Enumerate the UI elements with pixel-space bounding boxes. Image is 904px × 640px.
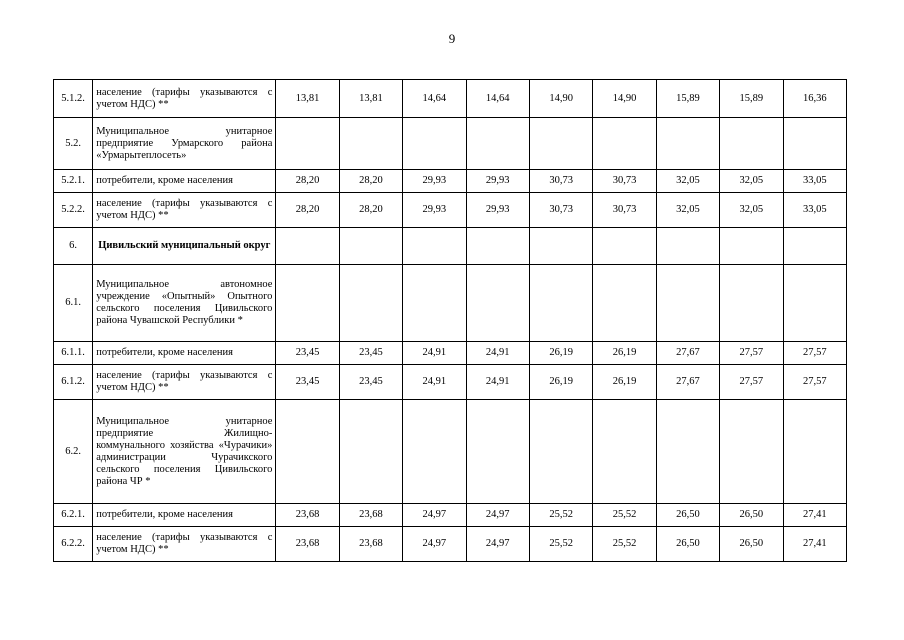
- tariff-value: 32,05: [720, 170, 783, 193]
- tariff-value: 13,81: [339, 80, 402, 118]
- tariff-value: 26,50: [656, 527, 719, 562]
- row-number: 6.2.: [54, 400, 93, 504]
- row-number: 5.2.: [54, 118, 93, 170]
- tariff-value: 25,52: [593, 504, 656, 527]
- tariff-value: [656, 118, 719, 170]
- row-name: Муниципальное унитарное предприятие Урмарского района «Урмарытеплосеть»: [93, 118, 276, 170]
- row-number: 6.2.1.: [54, 504, 93, 527]
- row-number: 5.2.2.: [54, 193, 93, 228]
- row-number: 6.1.: [54, 265, 93, 342]
- tariff-value: 29,93: [403, 170, 466, 193]
- tariff-value: 25,52: [593, 527, 656, 562]
- tariff-value: 24,97: [466, 504, 529, 527]
- tariff-value: 28,20: [276, 193, 339, 228]
- tariff-value: 27,57: [720, 365, 783, 400]
- table-row: [54, 342, 847, 365]
- tariff-value: [593, 118, 656, 170]
- table-row: [54, 228, 847, 265]
- row-name: население (тарифы указываются с учетом НДС) **: [93, 365, 276, 400]
- tariff-value: 26,19: [593, 342, 656, 365]
- tariff-value: 24,91: [466, 365, 529, 400]
- tariff-value: 16,36: [783, 80, 847, 118]
- tariff-value: 24,91: [403, 342, 466, 365]
- tariff-value: [720, 228, 783, 265]
- tariff-value: [656, 265, 719, 342]
- tariff-value: [593, 265, 656, 342]
- tariff-value: [529, 118, 592, 170]
- tariff-value: 27,67: [656, 365, 719, 400]
- table-row: [54, 504, 847, 527]
- tariff-value: 27,57: [720, 342, 783, 365]
- tariff-value: 15,89: [656, 80, 719, 118]
- tariff-value: 13,81: [276, 80, 339, 118]
- row-number: 6.2.2.: [54, 527, 93, 562]
- tariff-value: [339, 265, 402, 342]
- tariff-value: 23,68: [276, 504, 339, 527]
- tariff-value: 29,93: [466, 193, 529, 228]
- tariff-value: [720, 400, 783, 504]
- tariff-value: [466, 228, 529, 265]
- tariff-value: 26,19: [529, 342, 592, 365]
- tariff-value: [529, 265, 592, 342]
- tariff-value: [339, 400, 402, 504]
- tariff-value: 29,93: [403, 193, 466, 228]
- tariff-value: [593, 400, 656, 504]
- row-name: население (тарифы указываются с учетом НДС) **: [93, 527, 276, 562]
- tariff-value: [593, 228, 656, 265]
- row-number: 6.: [54, 228, 93, 265]
- tariff-value: [656, 400, 719, 504]
- tariff-value: [276, 400, 339, 504]
- tariff-value: 30,73: [593, 193, 656, 228]
- row-name: население (тарифы указываются с учетом НДС) **: [93, 193, 276, 228]
- tariff-value: 30,73: [593, 170, 656, 193]
- tariff-value: [783, 118, 847, 170]
- table-row: [54, 193, 847, 228]
- tariff-value: [466, 265, 529, 342]
- tariff-value: 23,68: [339, 527, 402, 562]
- tariff-value: [276, 118, 339, 170]
- tariff-value: [529, 228, 592, 265]
- tariff-value: 30,73: [529, 170, 592, 193]
- tariff-value: [339, 228, 402, 265]
- tariff-value: 28,20: [339, 170, 402, 193]
- tariff-value: 23,45: [276, 342, 339, 365]
- tariff-value: 25,52: [529, 527, 592, 562]
- tariff-value: 14,64: [466, 80, 529, 118]
- tariff-value: 28,20: [339, 193, 402, 228]
- tariff-value: 23,45: [276, 365, 339, 400]
- table-row: [54, 400, 847, 504]
- tariff-value: 32,05: [656, 193, 719, 228]
- page-number: 9: [448, 31, 456, 46]
- tariff-value: 30,73: [529, 193, 592, 228]
- tariff-value: 27,57: [783, 365, 847, 400]
- row-name: потребители, кроме населения: [93, 504, 276, 527]
- tariff-value: [720, 265, 783, 342]
- tariff-value: 24,97: [466, 527, 529, 562]
- row-number: 5.1.2.: [54, 80, 93, 118]
- tariff-value: 33,05: [783, 193, 847, 228]
- tariff-value: 24,91: [403, 365, 466, 400]
- tariff-value: [403, 265, 466, 342]
- row-name: Муниципальное автономное учреждение «Опытный» Опытного сельского поселения Цивильского района Чувашской Республики *: [93, 265, 276, 342]
- tariff-value: 32,05: [720, 193, 783, 228]
- tariff-value: 26,50: [720, 527, 783, 562]
- table-row: [54, 527, 847, 562]
- tariff-value: 27,41: [783, 504, 847, 527]
- tariff-value: [403, 400, 466, 504]
- tariff-value: [783, 400, 847, 504]
- tariff-value: 24,91: [466, 342, 529, 365]
- tariff-value: 14,64: [403, 80, 466, 118]
- tariff-value: 26,50: [720, 504, 783, 527]
- tariff-value: 24,97: [403, 504, 466, 527]
- tariff-table-body: [54, 80, 847, 562]
- tariff-value: 26,50: [656, 504, 719, 527]
- row-number: 5.2.1.: [54, 170, 93, 193]
- row-number: 6.1.2.: [54, 365, 93, 400]
- tariff-table: [53, 79, 847, 562]
- tariff-value: [720, 118, 783, 170]
- tariff-value: 26,19: [529, 365, 592, 400]
- row-name: Цивильский муниципальный округ: [93, 228, 276, 265]
- row-name: Муниципальное унитарное предприятие Жилищно-коммунального хозяйства «Чурачики» администрации Чурачикского сельского поселения Цивильского района ЧР *: [93, 400, 276, 504]
- tariff-value: 14,90: [593, 80, 656, 118]
- tariff-value: 27,57: [783, 342, 847, 365]
- tariff-value: [276, 265, 339, 342]
- tariff-value: 24,97: [403, 527, 466, 562]
- tariff-value: [403, 118, 466, 170]
- tariff-value: 14,90: [529, 80, 592, 118]
- tariff-value: [403, 228, 466, 265]
- tariff-value: [466, 118, 529, 170]
- tariff-value: 25,52: [529, 504, 592, 527]
- tariff-value: 15,89: [720, 80, 783, 118]
- tariff-value: 23,45: [339, 365, 402, 400]
- tariff-value: [656, 228, 719, 265]
- tariff-value: 32,05: [656, 170, 719, 193]
- tariff-value: 23,68: [339, 504, 402, 527]
- tariff-value: 26,19: [593, 365, 656, 400]
- tariff-value: 27,41: [783, 527, 847, 562]
- table-row: [54, 80, 847, 118]
- tariff-value: 23,45: [339, 342, 402, 365]
- table-row: [54, 118, 847, 170]
- table-row: [54, 365, 847, 400]
- table-row: [54, 170, 847, 193]
- row-name: население (тарифы указываются с учетом НДС) **: [93, 80, 276, 118]
- tariff-value: [783, 265, 847, 342]
- row-number: 6.1.1.: [54, 342, 93, 365]
- row-name: потребители, кроме населения: [93, 170, 276, 193]
- table-row: [54, 265, 847, 342]
- row-name: потребители, кроме населения: [93, 342, 276, 365]
- tariff-value: [466, 400, 529, 504]
- tariff-value: 29,93: [466, 170, 529, 193]
- tariff-value: 33,05: [783, 170, 847, 193]
- tariff-value: [783, 228, 847, 265]
- tariff-value: [339, 118, 402, 170]
- tariff-value: [529, 400, 592, 504]
- tariff-value: 23,68: [276, 527, 339, 562]
- tariff-value: 27,67: [656, 342, 719, 365]
- tariff-value: 28,20: [276, 170, 339, 193]
- tariff-value: [276, 228, 339, 265]
